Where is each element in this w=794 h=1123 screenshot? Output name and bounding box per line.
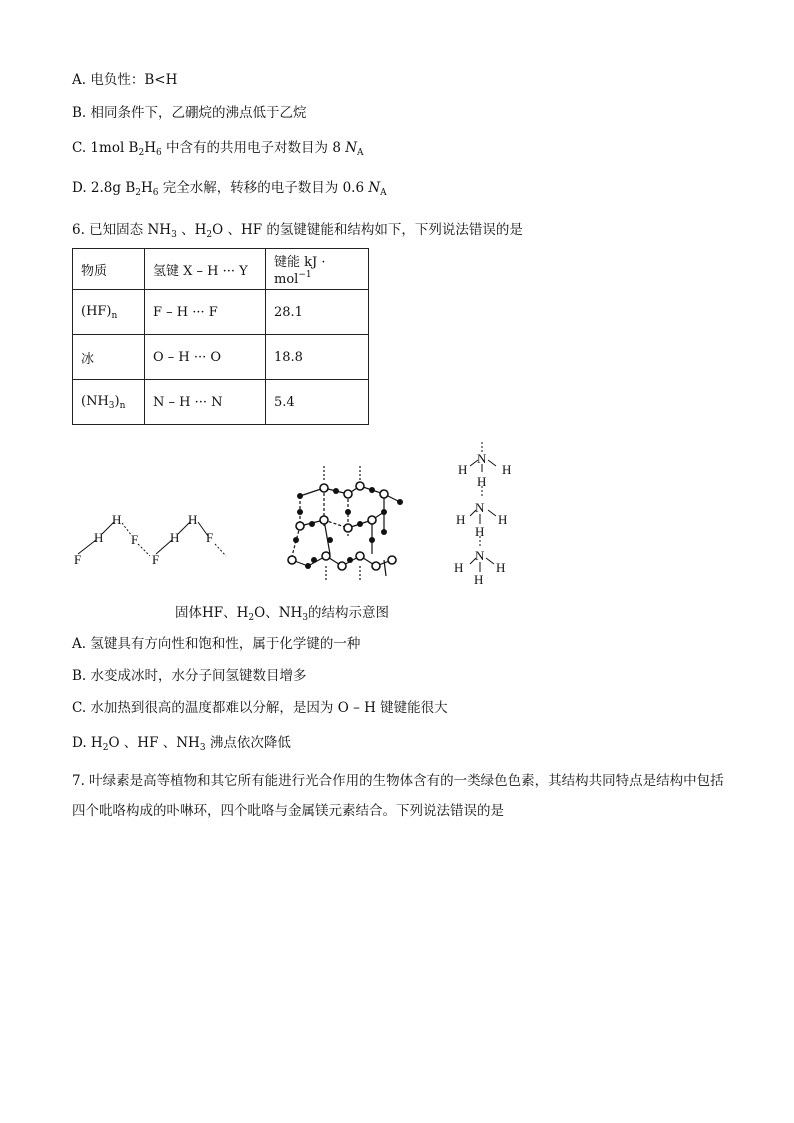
substance-hf-sub: n	[111, 310, 118, 321]
caption-post: 的结构示意图	[308, 605, 390, 621]
q5-d-text: 完全水解，转移的电子数目为 0.6	[158, 180, 369, 196]
q5-c-na: N	[345, 140, 358, 156]
nh3-atom: N	[475, 500, 485, 515]
cell-bond: F – H ··· F	[145, 290, 266, 335]
q6-d-pre: D. H	[72, 735, 103, 751]
hf-atom: H	[94, 530, 104, 545]
hf-atom: H	[188, 512, 198, 527]
q6-stem-sub2: 2	[206, 230, 213, 240]
q5-d-sub2: 6	[152, 188, 159, 198]
header-bond: 氢键 X – H ··· Y	[145, 249, 266, 290]
header-energy-text: 键能 kJ · mol	[274, 255, 326, 287]
q6-stem-mid1: 、H	[176, 222, 207, 238]
substance-nh3-sub: 3	[108, 400, 115, 411]
substance-nh3-tail: )	[114, 393, 120, 409]
q6-stem-mid2: O 、HF 的氢键键能和结构如下，下列说法错误的是	[212, 222, 523, 238]
header-energy-sup: −1	[298, 270, 312, 280]
cell-energy: 18.8	[266, 335, 369, 380]
substance-nh3-sub2: n	[119, 400, 126, 411]
nh3-atom: N	[475, 548, 485, 563]
q5-d-sub1: 2	[135, 188, 141, 198]
q6-option-d	[72, 731, 291, 753]
nh3-atom: H	[477, 474, 487, 489]
table-row	[73, 380, 369, 425]
figure-caption	[175, 601, 389, 623]
q6-d-sub2: 3	[199, 743, 206, 753]
header-substance: 物质	[73, 249, 145, 290]
cell-energy: 28.1	[266, 290, 369, 335]
hf-atom: F	[206, 530, 214, 545]
nh3-atom: H	[458, 462, 468, 477]
cell-substance	[73, 380, 145, 425]
q5-option-c	[72, 136, 364, 158]
nh3-atom: H	[454, 560, 464, 575]
q6-d-sub1: 2	[102, 743, 109, 753]
q5-d-h: H	[140, 180, 153, 196]
nh3-atom: H	[498, 512, 508, 527]
nh3-atom: H	[475, 524, 485, 539]
hf-atom: H	[170, 530, 180, 545]
q6-stem	[72, 218, 523, 240]
nh3-atom: H	[502, 462, 512, 477]
q6-stem-sub1: 3	[171, 230, 177, 240]
nh3-atom: N	[477, 451, 487, 466]
hf-atom: F	[74, 552, 82, 567]
q5-c-nasub: A	[357, 148, 364, 158]
q6-option-a: A. 氢键具有方向性和饱和性，属于化学键的一种	[72, 636, 361, 652]
cell-energy: 5.4	[266, 380, 369, 425]
q5-option-d	[72, 176, 387, 198]
q5-c-sub2: 6	[156, 148, 162, 158]
hf-atom: F	[152, 552, 160, 567]
q6-d-mid: O 、HF 、NH	[108, 735, 200, 751]
nh3-atom: H	[496, 560, 506, 575]
q5-option-a: A. 电负性：B<H	[72, 72, 178, 88]
q5-c-sub1: 2	[138, 148, 145, 158]
q7-stem: 7. 叶绿素是高等植物和其它所有能进行光合作用的生物体含有的一类绿色色素，其结构共同特点是结构中包括四个吡咯构成的卟啉环，四个吡咯与金属镁元素结合。下列说法错误的是	[72, 773, 724, 819]
q5-c-text: 中含有的共用电子对数目为 8	[161, 140, 346, 156]
hf-atom: H	[112, 512, 122, 527]
ice-lattice-diagram	[292, 466, 400, 580]
solid-structure-figure	[60, 436, 540, 596]
q6-option-b: B. 水变成冰时，水分子间氢键数目增多	[72, 668, 307, 684]
table-row	[73, 290, 369, 335]
caption-mid: O、NH	[254, 605, 303, 621]
cell-bond: O – H ··· O	[145, 335, 266, 380]
q5-d-na: N	[368, 180, 381, 196]
q5-d-nasub: A	[380, 188, 387, 198]
q6-stem-pre: 6. 已知固态 NH	[72, 222, 172, 238]
cell-bond: N – H ··· N	[145, 380, 266, 425]
substance-hf: (HF)	[81, 303, 112, 319]
nh3-atom: H	[456, 512, 466, 527]
table-row	[73, 335, 369, 380]
hydrogen-bond-table	[72, 248, 369, 425]
table-header-row	[73, 249, 369, 290]
cell-substance	[73, 290, 145, 335]
q5-option-b: B. 相同条件下，乙硼烷的沸点低于乙烷	[72, 105, 307, 121]
substance-nh3: (NH	[81, 393, 109, 409]
q6-option-c: C. 水加热到很高的温度都难以分解，是因为 O – H 键键能很大	[72, 700, 448, 716]
q5-c-h: H	[144, 140, 156, 156]
cell-substance: 冰	[73, 335, 145, 380]
q5-d-prefix: D. 2.8g B	[72, 180, 136, 196]
q5-c-prefix: C. 1mol B	[72, 140, 139, 156]
caption-sub1: 2	[248, 613, 255, 623]
nh3-atom-labels	[454, 451, 511, 587]
q6-d-post: 沸点依次降低	[205, 735, 291, 751]
hf-atom-labels	[74, 512, 213, 567]
header-energy	[266, 249, 369, 290]
nh3-atom: H	[474, 572, 484, 587]
hf-atom: F	[131, 532, 139, 547]
caption-pre: 固体HF、H	[175, 605, 249, 621]
caption-sub2: 3	[302, 613, 309, 623]
